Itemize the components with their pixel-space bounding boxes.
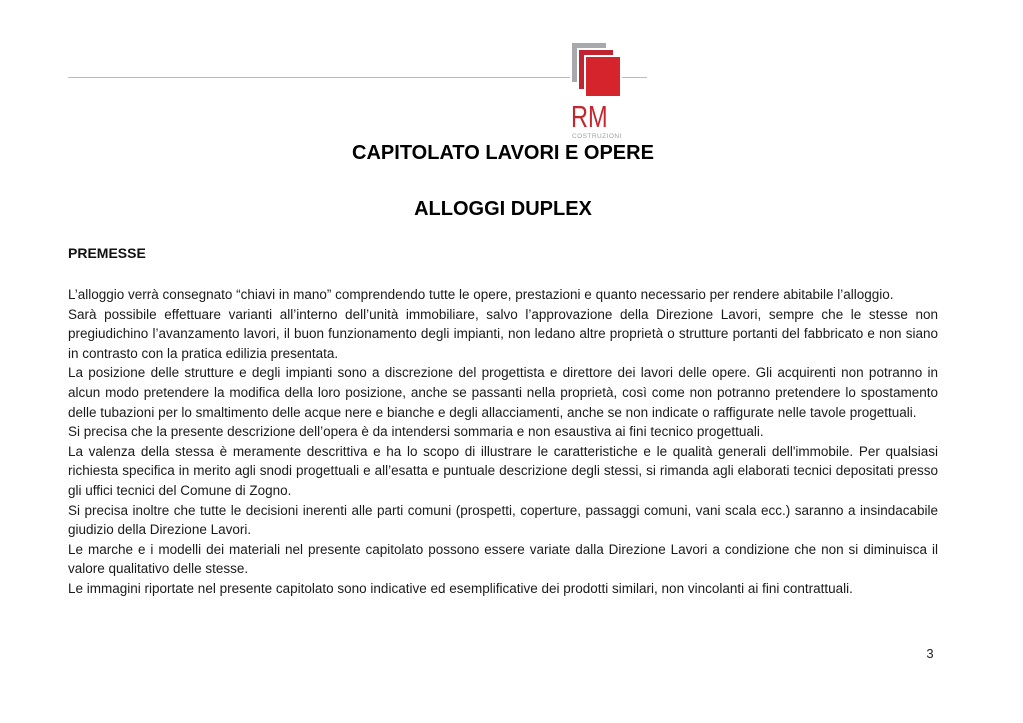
paragraph-6: Si precisa inoltre che tutte le decisioni inerenti alle parti comuni (prospetti, coperture, passaggi comuni, vani scala ecc.) saranno a insindacabile giudizio della Direzione Lavori. xyxy=(68,502,938,538)
document-title: CAPITOLATO LAVORI E OPERE xyxy=(352,142,654,164)
header-rule xyxy=(68,77,647,78)
paragraph-4: Si precisa che la presente descrizione dell’opera è da intendersi sommaria e non esaustiva ai fini tecnico progettuali. xyxy=(68,424,764,440)
section-heading: PREMESSE xyxy=(68,245,146,261)
paragraph-8: Le immagini riportate nel presente capitolato sono indicative ed esemplificative dei prodotti similari, non vincolanti ai fini contrattuali. xyxy=(68,580,853,596)
paragraph-1: L’alloggio verrà consegnato “chiavi in mano” comprendendo tutte le opere, prestazioni e quanto necessario per rendere abitabile l’alloggio. xyxy=(68,287,894,302)
paragraph-2: Sarà possibile effettuare varianti all’interno dell’unità immobiliare, salvo l’approvazione della Direzione Lavori, sempre che le stesse non pregiudichino l’avanzamento lavori, il buon funzionamento degli impianti, non ledano altre proprietà o strutture portanti del fabbricato e non siano in contrasto con la pratica edilizia presentata. xyxy=(68,306,938,361)
page-number: 3 xyxy=(926,646,934,661)
rm-costruzioni-logo xyxy=(570,41,650,140)
logo-square-front-icon xyxy=(584,55,622,98)
paragraph-7: Le marche e i modelli dei materiali nel presente capitolato possono essere variate dalla Direzione Lavori a condizione che non si diminuisca il valore qualitativo delle stesse. xyxy=(68,541,938,577)
section-body xyxy=(68,285,938,599)
logo-subtitle: COSTRUZIONI xyxy=(572,133,622,140)
paragraph-5: La valenza della stessa è meramente descrittiva e ha lo scopo di illustrare le caratteristiche e le qualità generali dell'immobile. Per qualsiasi richiesta specifica in merito agli snodi progettuali e all’esatta e puntuale descrizione degli stessi, si rimanda agli elaborati tecnici depositati presso gli uffici tecnici del Comune di Zogno. xyxy=(68,443,938,498)
paragraph-3: La posizione delle strutture e degli impianti sono a discrezione del progettista e direttore dei lavori delle opere. Gli acquirenti non potranno in alcun modo pretendere la modifica della loro posizione, anche se passanti nella proprietà, così come non potranno pretendere lo spostamento delle tubazioni per lo smaltimento delle acque nere e bianche e degli allacciamenti, anche se non indicate o raffigurate nelle tavole progettuali. xyxy=(68,365,938,420)
logo-initials: RM xyxy=(571,99,608,134)
document-subtitle: ALLOGGI DUPLEX xyxy=(414,198,592,220)
